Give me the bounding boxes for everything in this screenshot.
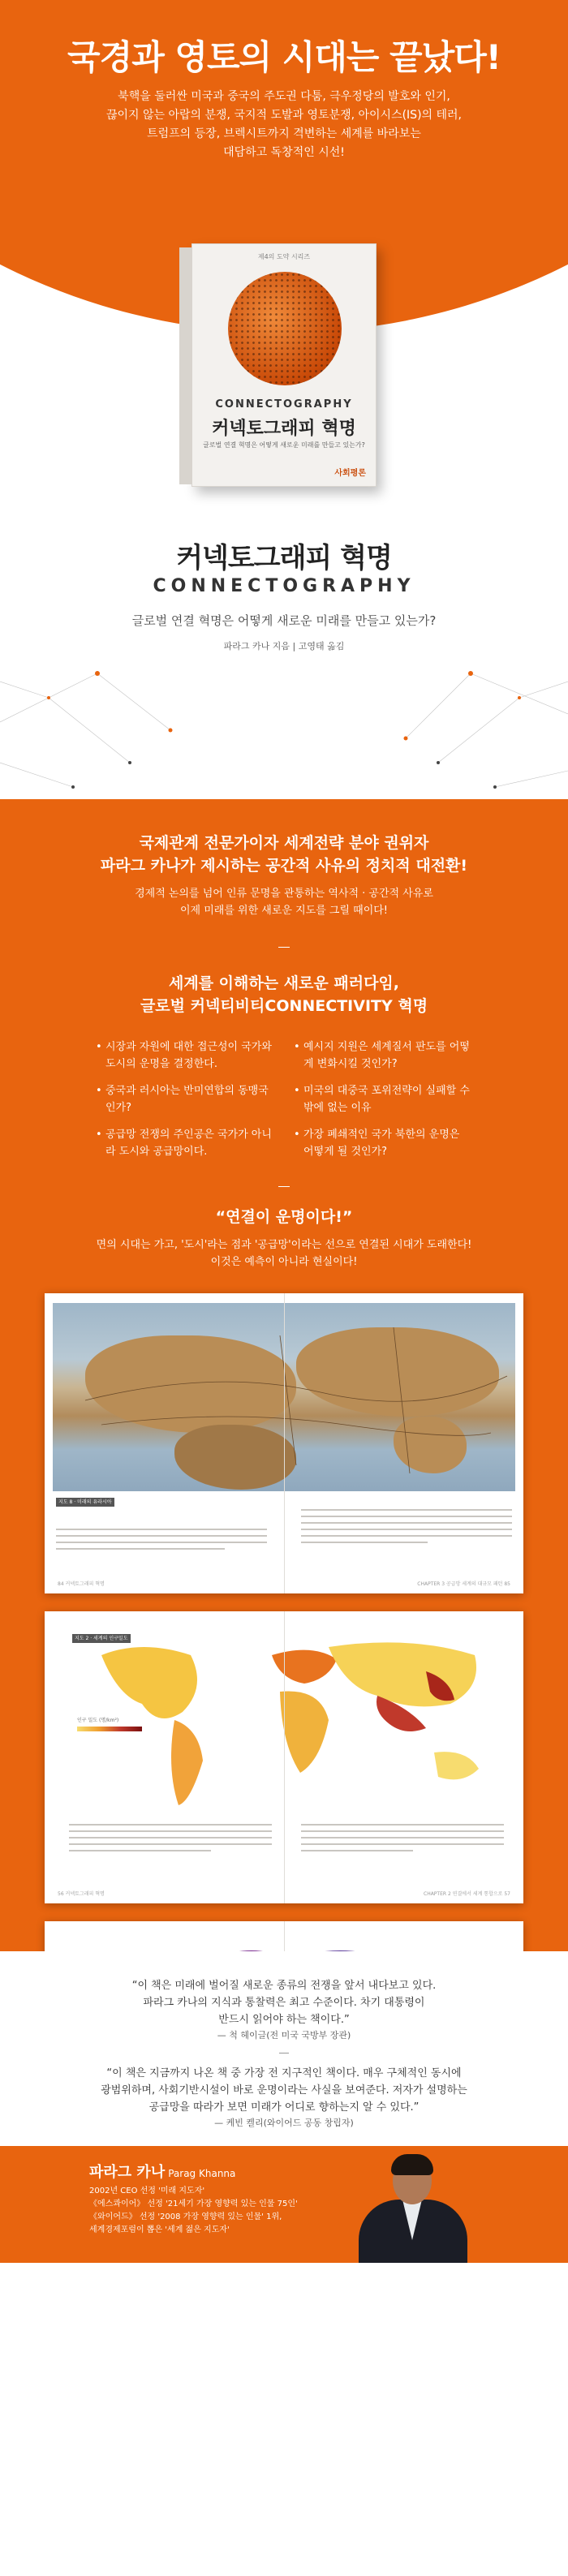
page-fold xyxy=(284,1293,285,1593)
legend-title: 인구 밀도 (명/km²) xyxy=(77,1718,119,1723)
bullet-item: • 중국과 러시아는 반미연합의 동맹국인가? xyxy=(96,1082,274,1116)
book-spread-density-map xyxy=(45,1611,523,1903)
author-name xyxy=(89,2161,235,2182)
review-quote-1 xyxy=(0,1977,568,2028)
panel-headline-line: 파라그 카나가 제시하는 공간적 사유의 정치적 대전환! xyxy=(100,857,468,875)
book-subtitle: 글로벌 연결 혁명은 어떻게 새로운 미래를 만들고 있는가? xyxy=(203,441,365,449)
map-caption xyxy=(56,1498,145,1507)
publisher-logo: 사회평론 xyxy=(334,469,366,478)
quote-source: — 케빈 켈리(와이어드 공동 창립자) xyxy=(214,2118,354,2128)
author-name-en: Parag Khanna xyxy=(168,2168,236,2179)
book-subtitle-large: 글로벌 연결 혁명은 어떻게 새로운 미래를 만들고 있는가? xyxy=(131,613,437,628)
book-cover xyxy=(191,243,377,487)
bio-line: 세계경제포럼이 뽑은 '세계 젊은 지도자' xyxy=(89,2226,230,2234)
connectivity-quote: “연결이 운명이다!” xyxy=(215,1208,353,1226)
hero-desc-line: 북핵을 둘러싼 미국과 중국의 주도권 다툼, 극우정당의 발호와 인기, xyxy=(118,90,450,103)
paradigm-line: 세계를 이해하는 새로운 패러다임, xyxy=(168,974,400,992)
hero-section xyxy=(0,0,568,519)
review-quote-2 xyxy=(0,2065,568,2116)
map-tag: 지도 8 · 미래의 유라시아 xyxy=(56,1498,114,1507)
book-spine xyxy=(179,247,192,484)
paradigm-headline xyxy=(0,972,568,1017)
body-text-left xyxy=(69,1824,272,1856)
author-photo xyxy=(354,2146,472,2263)
connectivity-desc xyxy=(0,1236,568,1271)
book-ko-title: 커넥토그래피 혁명 xyxy=(212,419,356,439)
connectivity-desc-line: 면의 시대는 가고, '도시'라는 점과 '공급망'이라는 선으로 연결된 시대가 도래한다! xyxy=(96,1239,472,1251)
quote-line: 파라그 카나의 지식과 통찰력은 최고 수준이다. 차기 대통령이 xyxy=(143,1997,425,2009)
bullet-item: • 가장 폐쇄적인 국가 북한의 운명은 어떻게 될 것인가? xyxy=(294,1126,472,1160)
author-bio xyxy=(89,2185,298,2237)
hero-description xyxy=(73,88,495,162)
book-spread-eurasia-map xyxy=(45,1293,523,1593)
hero-desc-line: 트럼프의 등장, 브렉시트까지 격변하는 세계를 바라보는 xyxy=(147,127,421,140)
page-footer-left: 56 커넥토그래피 혁명 xyxy=(58,1891,105,1897)
bio-line: 2002년 CEO 선정 '미래 지도자' xyxy=(89,2187,205,2195)
bullet-column-right xyxy=(294,1039,472,1170)
bio-line: 《와이어드》 선정 '2008 가장 영향력 있는 인물' 1위, xyxy=(89,2213,282,2221)
quote-line: “이 책은 지금까지 나온 책 중 가장 전 지구적인 책이다. 매우 구체적인 동시에 xyxy=(106,2067,462,2079)
page-footer-right: CHAPTER 3 공급망 세계의 대규모 패턴 85 xyxy=(417,1581,510,1587)
quote-source: — 척 헤이글(전 미국 국방부 장관) xyxy=(217,2030,351,2041)
quote-line: 반드시 읽어야 하는 책이다.” xyxy=(218,2014,350,2026)
panel-desc-line: 이제 미래를 위한 새로운 지도를 그릴 때이다! xyxy=(179,905,389,917)
bullet-item: • 공급망 전쟁의 주인공은 국가가 아니라 도시와 공급망이다. xyxy=(96,1126,274,1160)
bullet-item: • 미국의 대중국 포위전략이 실패할 수밖에 없는 이유 xyxy=(294,1082,472,1116)
title-section xyxy=(0,519,568,799)
book-series-text: 제4의 도약 시리즈 xyxy=(257,253,311,260)
map-caption xyxy=(72,1634,170,1643)
legend-scale xyxy=(77,1727,142,1731)
author-credit: 파라그 카나 지음 | 고영태 옮김 xyxy=(223,641,345,652)
page-footer-left: 84 커넥토그래피 혁명 xyxy=(58,1581,105,1587)
connectivity-desc-line: 이것은 예측이 아니라 현실이다! xyxy=(210,1256,358,1268)
panel-headline xyxy=(0,832,568,877)
body-text-right xyxy=(301,1824,504,1856)
bullet-columns xyxy=(0,1039,568,1170)
divider xyxy=(278,1186,290,1187)
author-section xyxy=(0,2146,568,2263)
hero-title: 국경과 영토의 시대는 끝났다! xyxy=(67,37,501,77)
body-text-left xyxy=(56,1529,267,1555)
quote-line: “이 책은 미래에 벌어질 새로운 종류의 전쟁을 앞서 내다보고 있다. xyxy=(131,1980,437,1992)
page-footer-right: CHAPTER 2 연결에서 세계 통합으로 57 xyxy=(424,1891,510,1897)
globe-dots xyxy=(228,272,342,385)
book-en-title: CONNECTOGRAPHY xyxy=(215,398,353,411)
panel-description xyxy=(0,885,568,919)
quote-line: 공급망을 따라가 보면 미래가 어디로 향하는지 알 수 있다.” xyxy=(148,2101,420,2114)
body-text-right xyxy=(301,1509,512,1548)
map-tag: 지도 2 · 세계의 인구밀도 xyxy=(72,1634,131,1643)
review-quotes xyxy=(0,1951,568,2146)
quote-line: 광범위하며, 사회기반시설이 바로 운명이라는 사실을 보여준다. 저자가 설명하는 xyxy=(101,2084,467,2096)
orange-info-panel xyxy=(0,799,568,1951)
author-name-ko: 파라그 카나 xyxy=(89,2164,166,2181)
hero-desc-line: 대담하고 독창적인 시선! xyxy=(223,146,345,159)
panel-desc-line: 경제적 논의를 넘어 인류 문명을 관통하는 역사적 · 공간적 사유로 xyxy=(135,888,433,900)
page-fold xyxy=(284,1611,285,1903)
panel-headline-line: 국제관계 전문가이자 세계전략 분야 권위자 xyxy=(139,834,429,852)
book-title: 커넥토그래피 혁명 xyxy=(176,542,392,574)
hero-desc-line: 끊이지 않는 아랍의 분쟁, 국지적 도발과 영토분쟁, 아이시스(IS)의 테러, xyxy=(105,109,463,122)
book-en-title-large: CONNECTOGRAPHY xyxy=(153,576,415,596)
bio-line: 《에스콰이어》 선정 '21세기 가장 영향력 있는 인물 75인' xyxy=(89,2200,298,2208)
divider xyxy=(278,947,290,948)
paradigm-line: 글로벌 커넥티비티CONNECTIVITY 혁명 xyxy=(140,997,428,1015)
bullet-item: • 예시지 지원은 세계질서 판도를 어떻게 변화시킬 것인가? xyxy=(294,1039,472,1073)
bullet-item: • 시장과 자원에 대한 접근성이 국가와 도시의 운명을 결정한다. xyxy=(96,1039,274,1073)
bullet-column-left xyxy=(96,1039,274,1170)
map-legend xyxy=(77,1717,142,1731)
